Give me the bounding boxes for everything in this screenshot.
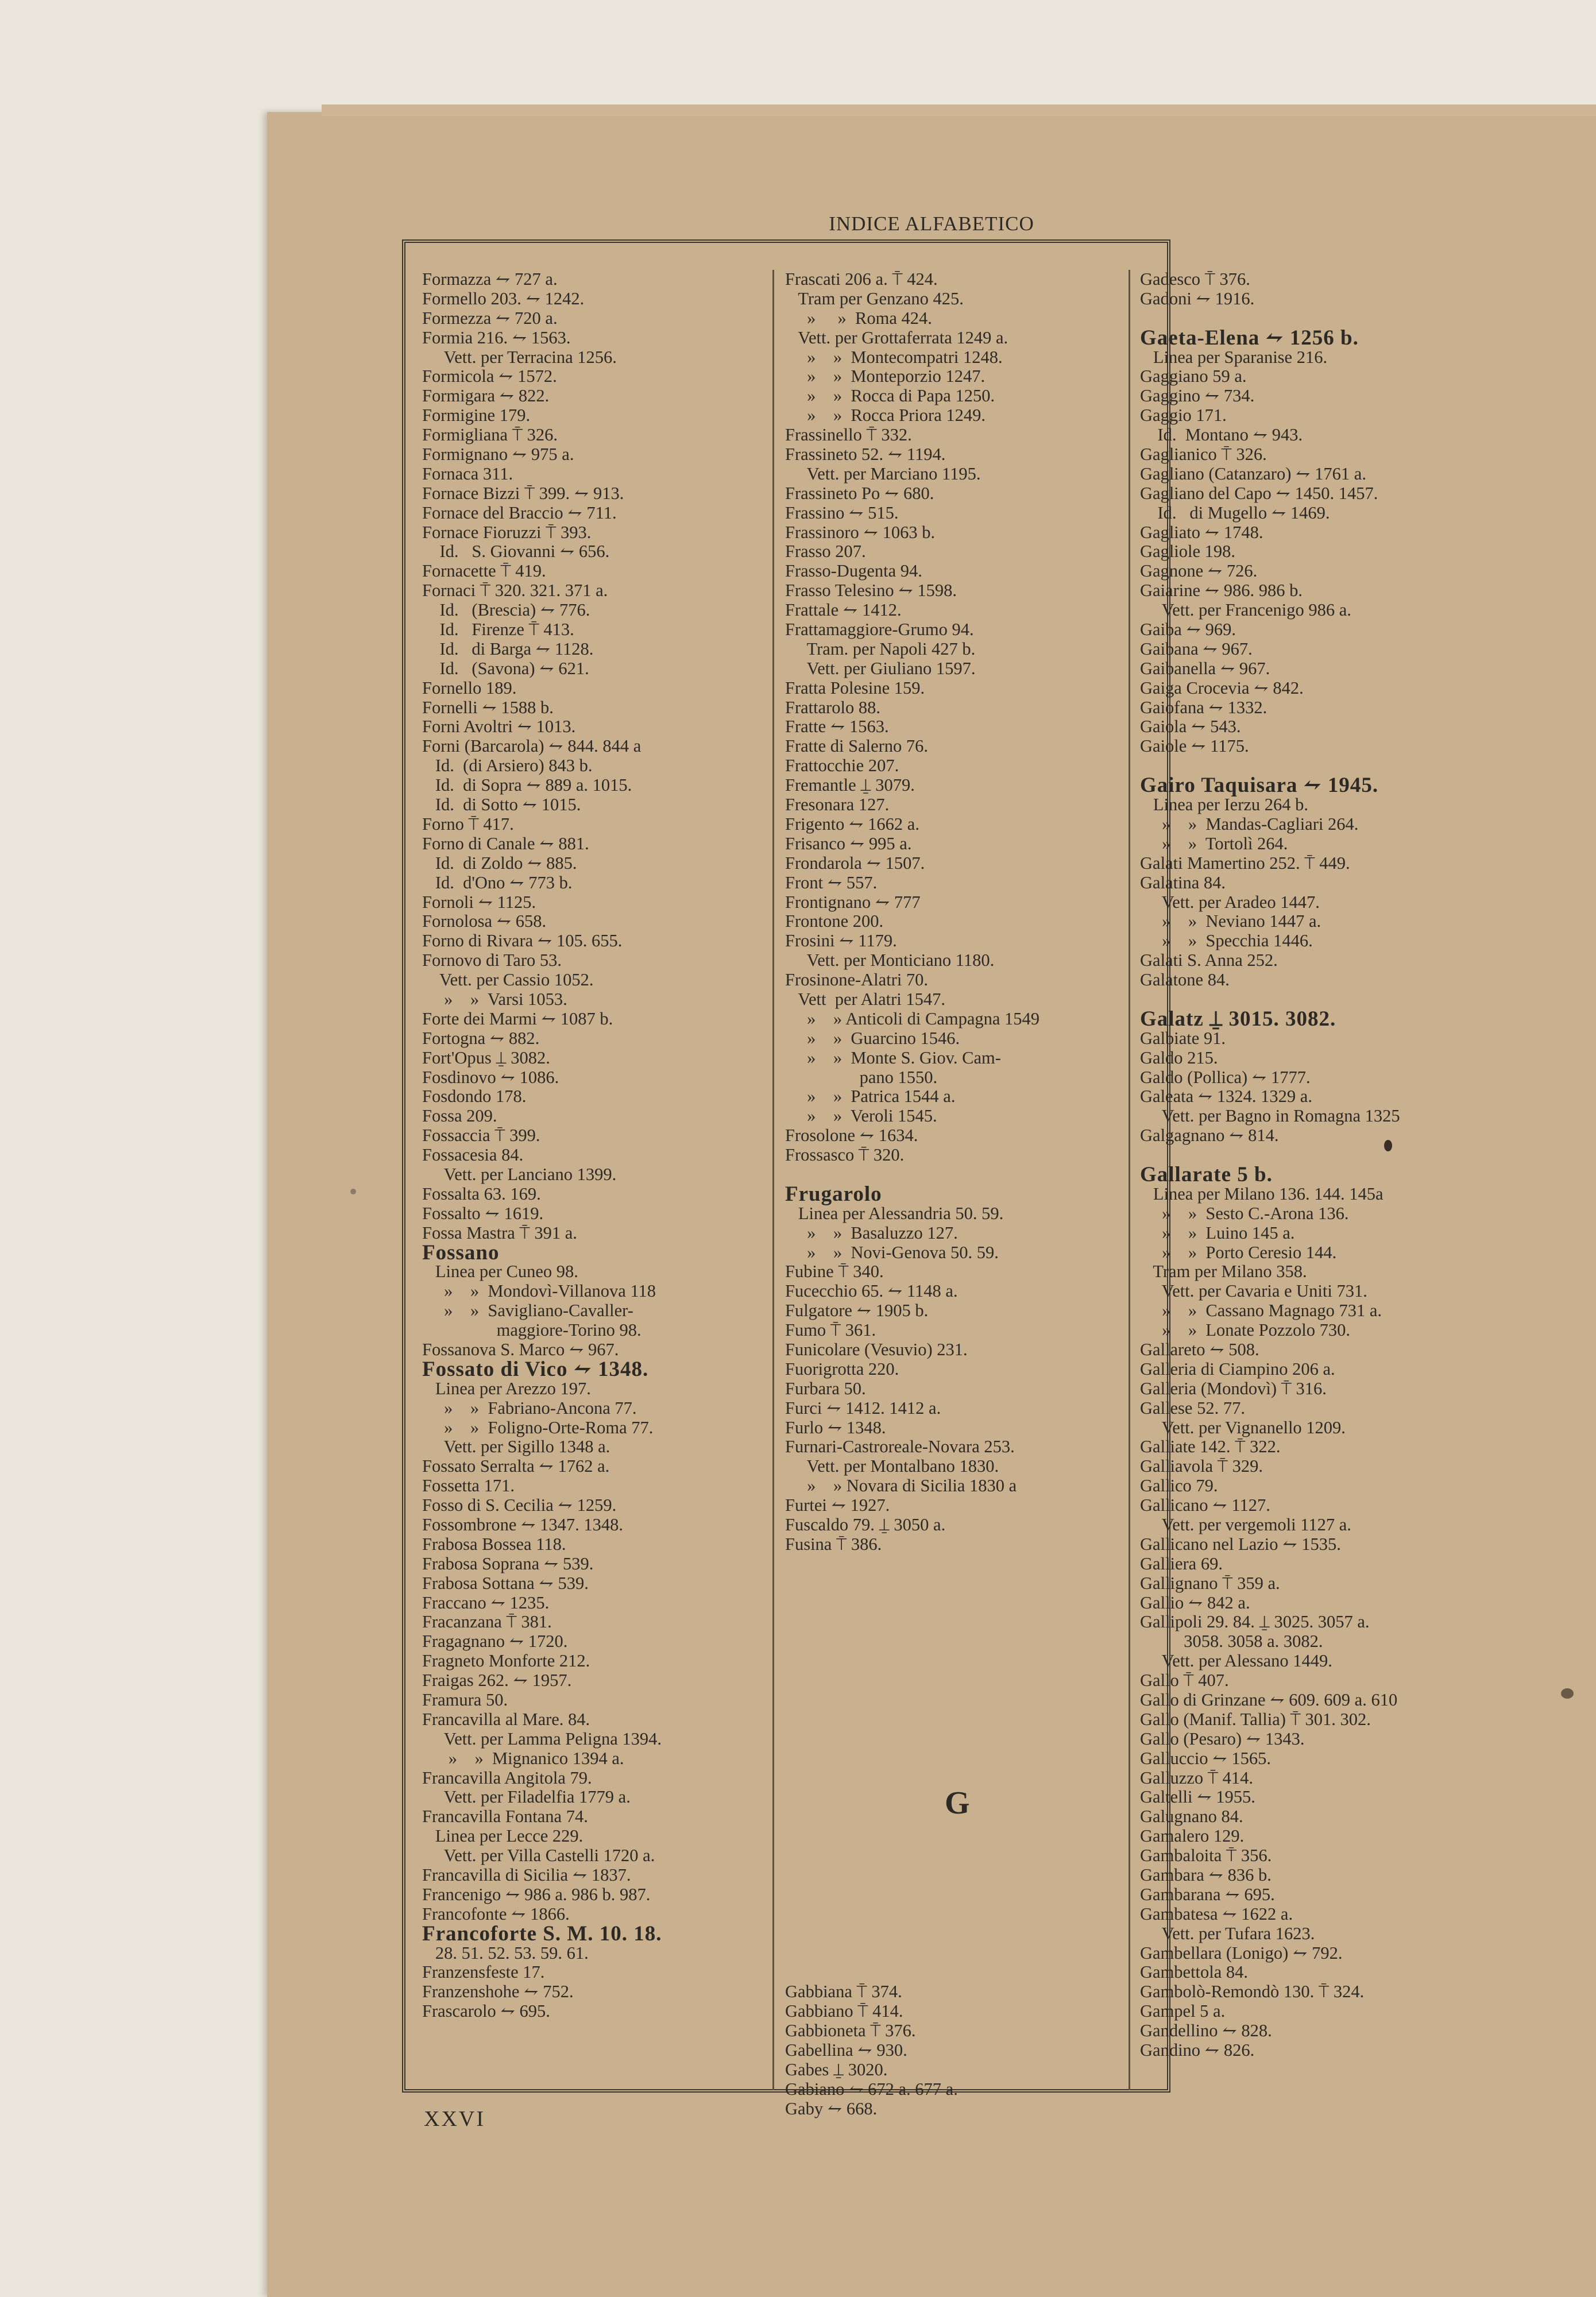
index-entry: Gaby ⥊ 668. xyxy=(785,2098,878,2118)
index-entry: Galdo 215. xyxy=(1140,1047,1218,1068)
index-entry: Vett per Alatri 1547. xyxy=(785,989,945,1009)
index-entry: Gallico 79. xyxy=(1140,1476,1218,1496)
index-entry: Gallignano ⍑ 359 a. xyxy=(1140,1573,1280,1593)
index-entry: Vett. per Terracina 1256. xyxy=(422,347,617,367)
index-entry: Francoforte S. M. 10. 18. xyxy=(422,1921,662,1946)
index-entry: Gagnone ⥊ 726. xyxy=(1140,561,1258,581)
index-entry: » » Mignanico 1394 a. xyxy=(422,1748,624,1768)
index-entry: Galugnano 84. xyxy=(1140,1807,1243,1827)
index-entry: » » Tortolì 264. xyxy=(1140,833,1288,853)
index-entry: Formia 216. ⥊ 1563. xyxy=(422,327,571,347)
index-entry: Gandellino ⥊ 828. xyxy=(1140,2021,1272,2041)
index-entry: Frassinello ⍑ 332. xyxy=(785,425,912,445)
index-entry: Frasso 207. xyxy=(785,542,866,562)
index-entry: Id. di Sopra ⥊ 889 a. 1015. xyxy=(422,775,632,795)
index-entry: Id. Firenze ⍑ 413. xyxy=(422,620,574,640)
index-entry: Galdo (Pollica) ⥊ 1777. xyxy=(1140,1067,1311,1087)
index-entry: Id. (di Arsiero) 843 b. xyxy=(422,756,593,776)
index-entry: Fort'Opus ⍊ 3082. xyxy=(422,1047,550,1068)
index-entry: Gaiofana ⥊ 1332. xyxy=(1140,697,1267,717)
index-entry: » » Neviano 1447 a. xyxy=(1140,911,1321,931)
index-entry: Gallicano ⥊ 1127. xyxy=(1140,1495,1270,1515)
index-entry: Id. S. Giovanni ⥊ 656. xyxy=(422,542,610,562)
index-entry: Frattocchie 207. xyxy=(785,756,899,776)
index-entry: Linea per Ierzu 264 b. xyxy=(1140,795,1309,815)
index-entry: Gaiba ⥊ 969. xyxy=(1140,620,1236,640)
index-entry: Fubine ⍑ 340. xyxy=(785,1262,884,1282)
index-entry: Galluccio ⥊ 1565. xyxy=(1140,1748,1271,1768)
index-entry: Fossato Serralta ⥊ 1762 a. xyxy=(422,1456,610,1476)
index-entry: Gallo di Grinzane ⥊ 609. 609 a. 610 xyxy=(1140,1690,1398,1710)
index-entry: Forno di Canale ⥊ 881. xyxy=(422,833,589,853)
index-entry: Frascati 206 a. ⍑ 424. xyxy=(785,269,938,289)
index-entry: Galgagnano ⥊ 814. xyxy=(1140,1126,1279,1146)
index-entry: Gabellina ⥊ 930. xyxy=(785,2040,907,2060)
index-entry: Gallarate 5 b. xyxy=(1140,1162,1273,1186)
index-entry: Frabosa Bossea 118. xyxy=(422,1534,566,1554)
index-entry: Frabosa Sottana ⥊ 539. xyxy=(422,1573,589,1593)
index-entry: Frisanco ⥊ 995 a. xyxy=(785,833,912,853)
index-entry xyxy=(785,1749,1130,1769)
index-entry: Frabosa Soprana ⥊ 539. xyxy=(422,1553,594,1573)
index-entry: Francavilla Fontana 74. xyxy=(422,1807,588,1827)
index-entry: Tram per Milano 358. xyxy=(1140,1262,1307,1282)
paper-speck xyxy=(350,1189,356,1194)
index-entry: Fosdondo 178. xyxy=(422,1086,527,1107)
index-column-2 xyxy=(785,270,1130,2119)
index-entry xyxy=(785,1594,1130,1613)
index-entry xyxy=(785,1827,1130,1846)
index-entry: » » Monte S. Giov. Cam- xyxy=(785,1047,1001,1068)
index-entry: Frasso-Dugenta 94. xyxy=(785,561,922,581)
index-entry: Furci ⥊ 1412. 1412 a. xyxy=(785,1398,941,1418)
index-entry: Frosinone-Alatri 70. xyxy=(785,970,929,990)
index-entry: Galeata ⥊ 1324. 1329 a. xyxy=(1140,1086,1312,1107)
index-entry: Frigento ⥊ 1662 a. xyxy=(785,814,919,834)
index-entry: Id. di Zoldo ⥊ 885. xyxy=(422,853,577,873)
index-entry: Frosolone ⥊ 1634. xyxy=(785,1126,918,1146)
index-entry: Gabbioneta ⍑ 376. xyxy=(785,2021,916,2041)
index-entry: Fosso di S. Cecilia ⥊ 1259. xyxy=(422,1495,617,1515)
index-entry: Vett. per Vignanello 1209. xyxy=(1140,1417,1346,1437)
index-entry: Galbiate 91. xyxy=(1140,1028,1226,1048)
index-entry: Gambolò-Remondò 130. ⍑ 324. xyxy=(1140,1982,1365,2002)
index-entry: » » Foligno-Orte-Roma 77. xyxy=(422,1417,654,1437)
page-header: INDICE ALFABETICO xyxy=(829,212,1034,235)
index-entry: Id. di Mugello ⥊ 1469. xyxy=(1140,502,1330,523)
index-entry: Formello 203. ⥊ 1242. xyxy=(422,288,585,308)
index-entry: Fragagnano ⥊ 1720. xyxy=(422,1631,568,1652)
index-entry: Gaiole ⥊ 1175. xyxy=(1140,736,1249,756)
index-entry xyxy=(785,1866,1130,1885)
index-entry: Gagliano (Catanzaro) ⥊ 1761 a. xyxy=(1140,463,1366,484)
index-entry: Fraccano ⥊ 1235. xyxy=(422,1592,550,1612)
index-entry: Vett. per Cassio 1052. xyxy=(422,970,594,990)
index-entry: Frontone 200. xyxy=(785,911,884,931)
index-entry: Gambara ⥊ 836 b. xyxy=(1140,1865,1272,1885)
index-entry: Tram per Genzano 425. xyxy=(785,288,964,308)
index-entry: » » Luino 145 a. xyxy=(1140,1223,1295,1243)
index-entry xyxy=(785,1905,1130,1924)
index-entry: » » Novi-Genova 50. 59. xyxy=(785,1242,999,1262)
index-entry: Gaibana ⥊ 967. xyxy=(1140,639,1253,659)
index-entry: Vett. per Alessano 1449. xyxy=(1140,1651,1332,1671)
index-entry: Id. (Brescia) ⥊ 776. xyxy=(422,600,590,620)
index-entry: Vett. per Giuliano 1597. xyxy=(785,658,976,678)
index-entry: Formignano ⥊ 975 a. xyxy=(422,444,574,465)
index-entry: Gaglianico ⍑ 326. xyxy=(1140,444,1267,465)
index-entry: Frosini ⥊ 1179. xyxy=(785,931,897,951)
index-entry: Gambettola 84. xyxy=(1140,1962,1249,1982)
index-entry: Linea per Lecce 229. xyxy=(422,1826,583,1846)
index-entry: Fossetta 171. xyxy=(422,1476,515,1496)
index-entry: Formicola ⥊ 1572. xyxy=(422,366,557,386)
index-entry: Fossalto ⥊ 1619. xyxy=(422,1203,544,1223)
index-entry: Vett. per vergemoli 1127 a. xyxy=(1140,1515,1351,1534)
index-entry: Vett. per Cavaria e Uniti 731. xyxy=(1140,1281,1367,1301)
index-entry: Galatz ⍊ 3015. 3082. xyxy=(1140,1007,1336,1031)
index-entry: Gallareto ⥊ 508. xyxy=(1140,1339,1259,1359)
index-entry: » » Varsi 1053. xyxy=(422,989,567,1009)
index-entry: Frassineto 52. ⥊ 1194. xyxy=(785,444,946,465)
index-entry: Id. di Sotto ⥊ 1015. xyxy=(422,795,581,815)
index-entry: Gaggio 171. xyxy=(1140,405,1227,426)
index-entry: Francenigo ⥊ 986 a. 986 b. 987. xyxy=(422,1884,651,1904)
index-entry: Galliera 69. xyxy=(1140,1553,1223,1573)
index-entry: Fossano xyxy=(422,1240,500,1264)
index-entry: Gadesco ⍑ 376. xyxy=(1140,269,1250,289)
index-entry: Fuscaldo 79. ⍊ 3050 a. xyxy=(785,1515,946,1534)
index-entry: Frassino ⥊ 515. xyxy=(785,502,899,523)
index-entry: » » Roma 424. xyxy=(785,308,932,328)
index-entry: Forno di Rivara ⥊ 105. 655. xyxy=(422,931,623,951)
index-entry: Francavilla al Mare. 84. xyxy=(422,1709,590,1729)
index-entry: » » Specchia 1446. xyxy=(1140,931,1313,951)
index-entry: Fornelli ⥊ 1588 b. xyxy=(422,697,554,717)
index-entry: Galati S. Anna 252. xyxy=(1140,950,1278,970)
index-column-3 xyxy=(1140,270,1542,2060)
index-entry: Furtei ⥊ 1927. xyxy=(785,1495,890,1515)
index-entry: Gabbiana ⍑ 374. xyxy=(785,1982,902,2002)
index-entry: Fornolosa ⥊ 658. xyxy=(422,911,547,931)
index-entry: Linea per Arezzo 197. xyxy=(422,1378,591,1398)
index-entry: Vett. per Grottaferrata 1249 a. xyxy=(785,327,1008,347)
index-entry: Fornacette ⍑ 419. xyxy=(422,561,546,581)
index-entry: Gamalero 129. xyxy=(1140,1826,1245,1846)
index-entry: Tram. per Napoli 427 b. xyxy=(785,639,976,659)
index-entry: Funicolare (Vesuvio) 231. xyxy=(785,1339,968,1359)
index-entry: » » Montecompatri 1248. xyxy=(785,347,1003,367)
index-entry xyxy=(785,1671,1130,1691)
index-entry: Gagliato ⥊ 1748. xyxy=(1140,522,1263,542)
index-entry: » » Rocca Priora 1249. xyxy=(785,405,986,426)
index-entry: Furnari-Castroreale-Novara 253. xyxy=(785,1437,1015,1457)
index-entry: Galliavola ⍑ 329. xyxy=(1140,1456,1263,1476)
index-entry: Gagliano del Capo ⥊ 1450. 1457. xyxy=(1140,483,1378,503)
index-entry: Gaggiano 59 a. xyxy=(1140,366,1247,386)
index-entry: Gaggino ⥊ 734. xyxy=(1140,386,1255,406)
index-entry: Fratte ⥊ 1563. xyxy=(785,717,889,737)
index-entry: Fucecchio 65. ⥊ 1148 a. xyxy=(785,1281,958,1301)
index-entry: Fossanova S. Marco ⥊ 967. xyxy=(422,1339,619,1359)
index-entry: Francavilla di Sicilia ⥊ 1837. xyxy=(422,1865,631,1885)
page-sheet-edge xyxy=(322,105,1596,116)
index-entry: Fracanzana ⍑ 381. xyxy=(422,1612,552,1632)
index-entry: Frugarolo xyxy=(785,1182,882,1206)
index-entry: » » Rocca di Papa 1250. xyxy=(785,386,995,406)
index-entry: 3058. 3058 a. 3082. xyxy=(1140,1631,1323,1652)
index-entry xyxy=(785,1944,1130,1963)
index-entry: Fornoli ⥊ 1125. xyxy=(422,892,536,912)
index-entry xyxy=(785,1710,1130,1730)
index-entry: Fusina ⍑ 386. xyxy=(785,1534,882,1554)
index-entry: Linea per Sparanise 216. xyxy=(1140,347,1328,367)
index-entry: Fornello 189. xyxy=(422,678,517,698)
index-entry: Galleria (Mondovì) ⍑ 316. xyxy=(1140,1378,1327,1398)
index-entry xyxy=(785,1846,1130,1866)
index-entry: » » Sesto C.-Arona 136. xyxy=(1140,1203,1349,1223)
index-entry: » » Cassano Magnago 731 a. xyxy=(1140,1301,1382,1321)
index-entry: Fuorigrotta 220. xyxy=(785,1359,899,1379)
index-entry: Gabes ⍊ 3020. xyxy=(785,2059,888,2079)
index-entry: Francavilla Angitola 79. xyxy=(422,1768,592,1788)
index-entry: Id. di Barga ⥊ 1128. xyxy=(422,639,594,659)
index-entry: » » Veroli 1545. xyxy=(785,1106,937,1126)
index-entry: Formigine 179. xyxy=(422,405,531,426)
index-entry: Gabiano ⥊ 672 a. 677 a. xyxy=(785,2079,958,2099)
index-entry: Vett. per Francenigo 986 a. xyxy=(1140,600,1351,620)
index-entry: » » Patrica 1544 a. xyxy=(785,1086,956,1107)
index-entry xyxy=(785,1612,1130,1632)
index-entry: Fossato di Vico ⥊ 1348. xyxy=(422,1357,649,1381)
index-entry: Fratta Polesine 159. xyxy=(785,678,925,698)
index-entry: Gaiola ⥊ 543. xyxy=(1140,717,1241,737)
index-entry: Fossaccia ⍑ 399. xyxy=(422,1126,540,1146)
index-entry: Gambellara (Lonigo) ⥊ 792. xyxy=(1140,1943,1343,1963)
index-entry xyxy=(785,1554,1130,1574)
index-entry: » » Guarcino 1546. xyxy=(785,1028,960,1048)
index-entry xyxy=(1140,990,1542,1010)
index-column-1 xyxy=(422,270,755,2021)
index-entry: Galluzzo ⍑ 414. xyxy=(1140,1768,1254,1788)
index-entry: Furbara 50. xyxy=(785,1378,866,1398)
index-entry: » » Savigliano-Cavaller- xyxy=(422,1301,633,1321)
index-entry: Gandino ⥊ 826. xyxy=(1140,2040,1255,2060)
index-entry: Formezza ⥊ 720 a. xyxy=(422,308,558,328)
index-entry: Formigliana ⍑ 326. xyxy=(422,425,558,445)
index-entry: Id. Montano ⥊ 943. xyxy=(1140,425,1303,445)
index-entry: Formigara ⥊ 822. xyxy=(422,386,550,406)
index-entry: Vett. per Bagno in Romagna 1325 xyxy=(1140,1106,1400,1126)
index-entry xyxy=(1140,1146,1542,1165)
index-entry: Gaeta-Elena ⥊ 1256 b. xyxy=(1140,326,1359,350)
index-entry: Galtelli ⥊ 1955. xyxy=(1140,1787,1255,1807)
index-entry xyxy=(1140,756,1542,776)
index-entry: Fumo ⍑ 361. xyxy=(785,1320,876,1340)
index-entry: Furlo ⥊ 1348. xyxy=(785,1417,886,1437)
index-entry: Fraigas 262. ⥊ 1957. xyxy=(422,1670,572,1691)
index-entry: pano 1550. xyxy=(785,1067,938,1087)
index-entry: Frascarolo ⥊ 695. xyxy=(422,2001,550,2021)
index-entry: Galatina 84. xyxy=(1140,872,1226,892)
index-entry: Franzenshohe ⥊ 752. xyxy=(422,1982,574,2002)
index-entry: Vett. per Aradeo 1447. xyxy=(1140,892,1320,912)
index-entry: Framura 50. xyxy=(422,1690,508,1710)
index-entry: Gambaloita ⍑ 356. xyxy=(1140,1846,1272,1866)
index-entry: Fragneto Monforte 212. xyxy=(422,1651,590,1671)
index-entry: Frossasco ⍑ 320. xyxy=(785,1145,905,1165)
index-entry: » » Basaluzzo 127. xyxy=(785,1223,958,1243)
index-entry: Frasso Telesino ⥊ 1598. xyxy=(785,581,957,601)
index-entry: » » Mandas-Cagliari 264. xyxy=(1140,814,1359,834)
index-entry: Vett. per Tufara 1623. xyxy=(1140,1923,1315,1943)
index-entry: Gagliole 198. xyxy=(1140,542,1236,562)
paper-mark xyxy=(1561,1688,1574,1699)
index-entry: Vett. per Villa Castelli 1720 a. xyxy=(422,1846,655,1866)
index-entry: Galati Mamertino 252. ⍑ 449. xyxy=(1140,853,1350,873)
index-entry: Fornaca 311. xyxy=(422,463,513,484)
index-entry: Gambatesa ⥊ 1622 a. xyxy=(1140,1904,1293,1924)
index-entry: Fortogna ⥊ 882. xyxy=(422,1028,540,1048)
index-entry: Formazza ⥊ 727 a. xyxy=(422,269,558,289)
index-entry: Galliate 142. ⍑ 322. xyxy=(1140,1437,1281,1457)
index-entry: Gaiarine ⥊ 986. 986 b. xyxy=(1140,581,1303,601)
index-entry: Frattamaggiore-Grumo 94. xyxy=(785,620,974,640)
index-entry: Gabbiano ⍑ 414. xyxy=(785,2001,903,2021)
index-entry: Vett. per Filadelfia 1779 a. xyxy=(422,1787,631,1807)
index-entry: Fornace del Braccio ⥊ 711. xyxy=(422,502,617,523)
index-entry: Gallese 52. 77. xyxy=(1140,1398,1245,1418)
index-entry: » » Lonate Pozzolo 730. xyxy=(1140,1320,1350,1340)
index-entry: » » Fabriano-Ancona 77. xyxy=(422,1398,637,1418)
index-entry: Forno ⍑ 417. xyxy=(422,814,514,834)
index-entry: Forte dei Marmi ⥊ 1087 b. xyxy=(422,1008,613,1028)
index-entry: » » Monteporzio 1247. xyxy=(785,366,986,386)
index-entry xyxy=(785,1165,1130,1185)
index-entry: Frassinoro ⥊ 1063 b. xyxy=(785,522,936,542)
column-separator xyxy=(772,270,774,2090)
index-entry: Gallo ⍑ 407. xyxy=(1140,1670,1229,1691)
index-entry: Gairo Taquisara ⥊ 1945. xyxy=(1140,774,1379,798)
index-entry: Id. d'Ono ⥊ 773 b. xyxy=(422,872,573,892)
index-entry: Fossalta 63. 169. xyxy=(422,1184,541,1204)
index-entry xyxy=(785,1632,1130,1652)
index-entry: Francofonte ⥊ 1866. xyxy=(422,1904,570,1924)
index-entry: Gallipoli 29. 84. ⍊ 3025. 3057 a. xyxy=(1140,1612,1370,1632)
index-entry: Gampel 5 a. xyxy=(1140,2001,1226,2021)
index-entry: Frattale ⥊ 1412. xyxy=(785,600,902,620)
index-entry: Forni (Barcarola) ⥊ 844. 844 a xyxy=(422,736,642,756)
index-entry: Gallio ⥊ 842 a. xyxy=(1140,1592,1250,1612)
index-entry: » » Porto Ceresio 144. xyxy=(1140,1242,1337,1262)
index-entry: Gaiga Crocevia ⥊ 842. xyxy=(1140,678,1304,698)
index-entry: 28. 51. 52. 53. 59. 61. xyxy=(422,1943,589,1963)
index-entry: Fossa 209. xyxy=(422,1106,497,1126)
index-entry: Fulgatore ⥊ 1905 b. xyxy=(785,1301,929,1321)
index-entry: Gallo (Pesaro) ⥊ 1343. xyxy=(1140,1728,1305,1749)
index-entry: Fresonara 127. xyxy=(785,795,890,815)
section-letter: G xyxy=(945,1785,970,1821)
index-entry: Frontignano ⥊ 777 xyxy=(785,892,921,912)
index-entry: Vett. per Sigillo 1348 a. xyxy=(422,1437,610,1457)
index-entry: Gallicano nel Lazio ⥊ 1535. xyxy=(1140,1534,1341,1554)
index-entry xyxy=(785,1691,1130,1710)
index-entry xyxy=(1140,309,1542,328)
index-entry: Franzensfeste 17. xyxy=(422,1962,545,1982)
index-entry: Galleria di Ciampino 206 a. xyxy=(1140,1359,1335,1379)
index-entry: Fossa Mastra ⍑ 391 a. xyxy=(422,1223,577,1243)
index-entry: Gambarana ⥊ 695. xyxy=(1140,1884,1275,1904)
index-entry xyxy=(785,1885,1130,1905)
index-entry: Fratte di Salerno 76. xyxy=(785,736,929,756)
index-entry: Fornace Fioruzzi ⍑ 393. xyxy=(422,522,592,542)
index-entry xyxy=(785,1924,1130,1944)
index-entry: » » Anticoli di Campagna 1549 xyxy=(785,1008,1040,1028)
page-number: XXVI xyxy=(424,2107,485,2131)
index-entry: Gaibanella ⥊ 967. xyxy=(1140,658,1270,678)
index-entry: Galatone 84. xyxy=(1140,970,1230,990)
index-entry: maggiore-Torino 98. xyxy=(422,1320,642,1340)
index-entry: Front ⥊ 557. xyxy=(785,872,878,892)
index-entry: » » Novara di Sicilia 1830 a xyxy=(785,1476,1017,1496)
index-entry xyxy=(785,1730,1130,1749)
index-entry: Forni Avoltri ⥊ 1013. xyxy=(422,717,576,737)
index-entry: Linea per Cuneo 98. xyxy=(422,1262,578,1282)
index-entry: Linea per Alessandria 50. 59. xyxy=(785,1203,1004,1223)
index-entry: Gadoni ⥊ 1916. xyxy=(1140,288,1255,308)
index-entry: Vett. per Marciano 1195. xyxy=(785,463,981,484)
index-entry xyxy=(785,1963,1130,1982)
index-entry: Fossombrone ⥊ 1347. 1348. xyxy=(422,1515,624,1534)
index-entry xyxy=(785,1652,1130,1671)
index-entry: Id. (Savona) ⥊ 621. xyxy=(422,658,589,678)
index-entry: Fossacesia 84. xyxy=(422,1145,524,1165)
index-entry: Frondarola ⥊ 1507. xyxy=(785,853,925,873)
index-entry: Vett. per Lamma Peligna 1394. xyxy=(422,1728,662,1749)
index-entry: Vett. per Montalbano 1830. xyxy=(785,1456,999,1476)
index-entry: Vett. per Monticiano 1180. xyxy=(785,950,995,970)
index-entry: Fosdinovo ⥊ 1086. xyxy=(422,1067,559,1087)
index-entry: Fremantle ⍊ 3079. xyxy=(785,775,915,795)
index-entry: » » Mondovì-Villanova 118 xyxy=(422,1281,656,1301)
index-entry: Frassineto Po ⥊ 680. xyxy=(785,483,934,503)
index-entry: Fornace Bizzi ⍑ 399. ⥊ 913. xyxy=(422,483,624,503)
index-entry: Vett. per Lanciano 1399. xyxy=(422,1164,617,1184)
index-entry xyxy=(785,1574,1130,1594)
index-entry: Linea per Milano 136. 144. 145a xyxy=(1140,1184,1384,1204)
index-entry: Frattarolo 88. xyxy=(785,697,881,717)
index-entry: Fornovo di Taro 53. xyxy=(422,950,562,970)
index-entry: Fornaci ⍑ 320. 321. 371 a. xyxy=(422,581,608,601)
index-entry: Gallo (Manif. Tallia) ⍑ 301. 302. xyxy=(1140,1709,1371,1729)
